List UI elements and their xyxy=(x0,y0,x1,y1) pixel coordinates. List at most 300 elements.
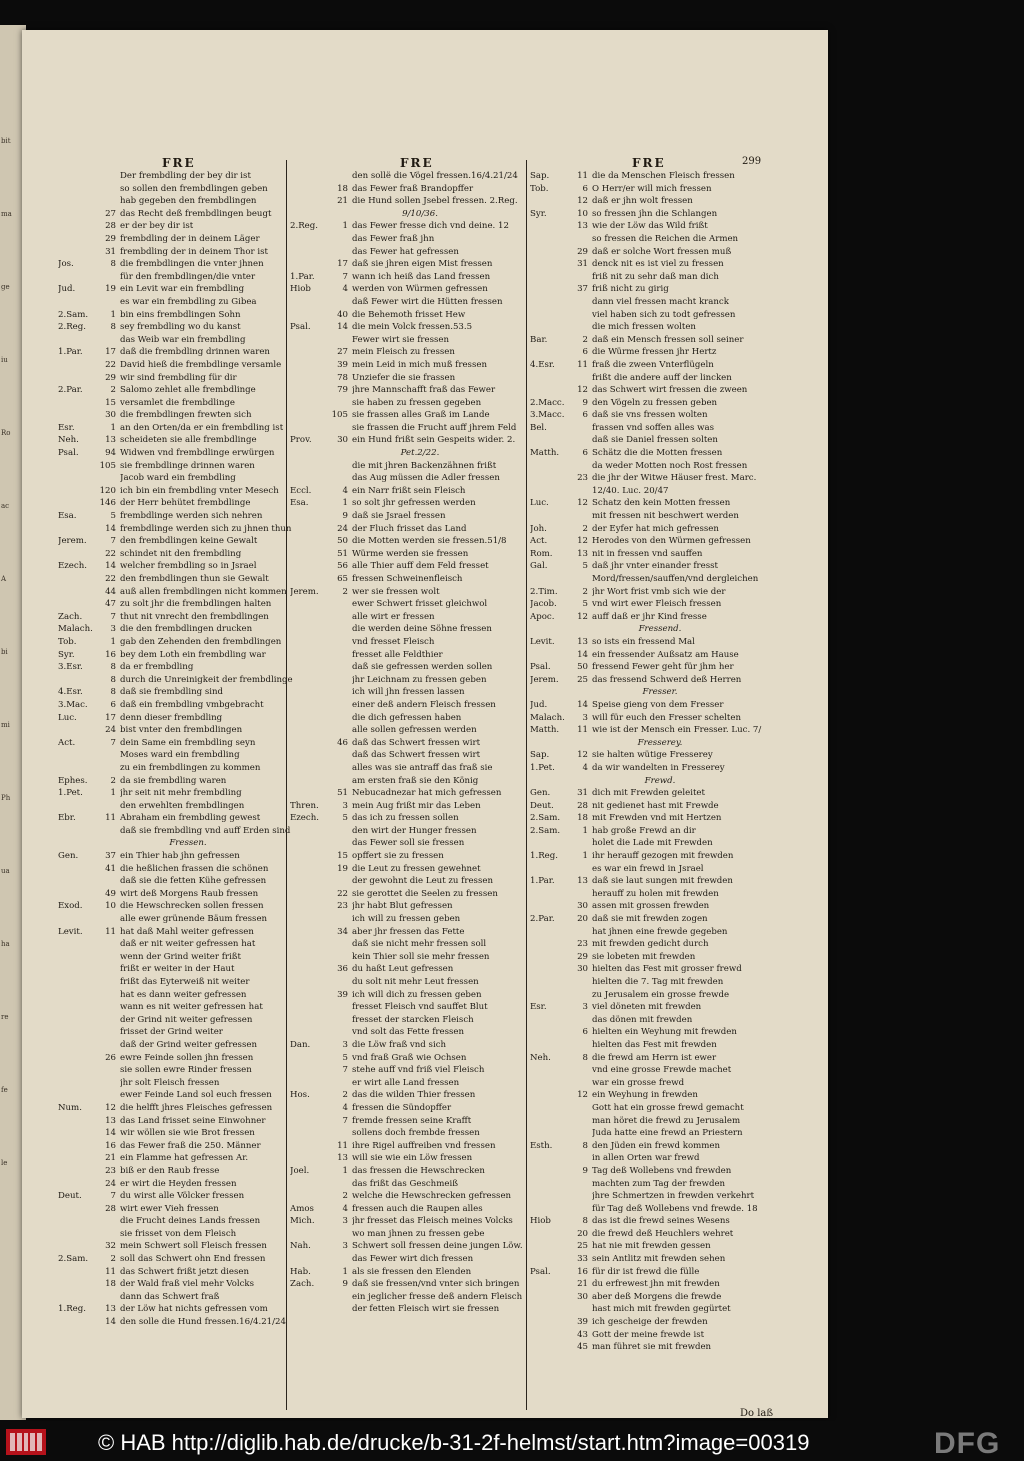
index-entry xyxy=(530,762,770,775)
index-entry xyxy=(58,1089,298,1102)
index-entry xyxy=(58,1077,298,1090)
sliver-fragment: iu xyxy=(1,356,8,364)
chapter-number: 8 xyxy=(110,322,116,333)
entry-text: die Frucht deines Lands fressen xyxy=(120,1216,261,1227)
chapter-number: 3 xyxy=(582,712,588,723)
chapter-number: 4 xyxy=(342,1203,348,1214)
entry-text: da er frembdling xyxy=(120,662,194,673)
index-entry xyxy=(290,246,530,259)
entry-text: David hieß die frembdlinge versamle xyxy=(120,359,282,370)
index-entry xyxy=(58,258,298,271)
entry-text: jhr habt Blut gefressen xyxy=(352,901,453,912)
chapter-number: 28 xyxy=(105,221,116,232)
index-entry xyxy=(58,447,298,460)
index-entry xyxy=(290,1228,530,1241)
page-number: 299 xyxy=(742,156,762,167)
entry-text: die mich fressen wolten xyxy=(592,322,696,333)
chapter-number: 14 xyxy=(337,322,348,333)
chapter-number: 12 xyxy=(577,750,588,761)
index-entry xyxy=(530,1291,770,1304)
index-entry xyxy=(290,372,530,385)
entry-text: hast mich mit frewden gegürtet xyxy=(592,1304,731,1315)
book-reference: Joel. xyxy=(290,1165,310,1176)
chapter-number: 1 xyxy=(110,636,116,647)
index-entry xyxy=(530,837,770,850)
index-entry xyxy=(290,724,530,737)
entry-text: dich mit Frewden geleitet xyxy=(592,788,705,799)
index-entry xyxy=(58,875,298,888)
chapter-number: 33 xyxy=(577,1254,588,1265)
book-reference: 1.Par. xyxy=(58,347,83,358)
chapter-number: 30 xyxy=(337,435,348,446)
chapter-number: 25 xyxy=(577,674,588,685)
entry-text: ich will zu fressen geben xyxy=(352,914,461,925)
entry-text: er der bey dir ist xyxy=(120,221,194,232)
chapter-number: 23 xyxy=(577,939,588,950)
entry-text: Speise gieng von dem Fresser xyxy=(592,699,724,710)
index-entry xyxy=(530,573,770,586)
index-entry xyxy=(290,334,530,347)
chapter-number: 8 xyxy=(110,674,116,685)
index-entry xyxy=(58,1316,298,1329)
index-entry xyxy=(290,1240,530,1253)
chapter-number: 2 xyxy=(342,1191,348,1202)
entry-text: die Hund sollen Jsebel fressen. 2.Reg. xyxy=(352,196,518,207)
index-entry xyxy=(290,1115,530,1128)
sliver-fragment: le xyxy=(1,1159,8,1167)
index-entry xyxy=(58,963,298,976)
chapter-number: 6 xyxy=(582,410,588,421)
index-entry xyxy=(58,1127,298,1140)
entry-text: sie gerottet die Seelen zu fressen xyxy=(352,888,498,899)
index-entry xyxy=(530,825,770,838)
entry-text: das fressen die Hewschrecken xyxy=(352,1165,485,1176)
permalink-text[interactable]: © HAB http://diglib.hab.de/drucke/b-31-2f-helmst/start.htm?image=00319 xyxy=(98,1430,810,1455)
index-entry xyxy=(530,699,770,712)
entry-text: fressen die Sündopffer xyxy=(352,1102,452,1113)
index-entry xyxy=(290,837,530,850)
entry-text: war ein grosse frewd xyxy=(592,1077,685,1088)
entry-text: ewer Feinde Land sol euch fressen xyxy=(120,1090,272,1101)
chapter-number: 8 xyxy=(110,687,116,698)
entry-text: ein jeglicher fresse deß andern Fleisch xyxy=(352,1291,523,1302)
entry-text: das Fewer fraß jhn xyxy=(352,233,435,244)
chapter-number: 19 xyxy=(337,863,348,874)
index-entry xyxy=(58,749,298,762)
index-entry xyxy=(530,510,770,523)
entry-text: daß jhr vnter einander fresst xyxy=(592,561,719,572)
entry-text: das Schwert wirt fressen die zween xyxy=(592,385,748,396)
entry-text: daß sie Daniel fressen solten xyxy=(592,435,718,446)
entry-text: nit gedienet hast mit Frewde xyxy=(592,800,719,811)
entry-text: wann ich heiß das Land fressen xyxy=(352,271,491,282)
index-entry xyxy=(290,863,530,876)
index-entry xyxy=(530,724,770,737)
entry-text: alle sollen gefressen werden xyxy=(352,725,477,736)
index-entry xyxy=(290,1077,530,1090)
chapter-number: 14 xyxy=(577,699,588,710)
entry-text: viel döneten mit frewden xyxy=(592,1002,702,1013)
chapter-number: 5 xyxy=(342,1052,348,1063)
index-entry xyxy=(290,1039,530,1052)
index-entry xyxy=(58,573,298,586)
index-entry xyxy=(290,825,530,838)
index-entry xyxy=(290,1089,530,1102)
entry-text: die frembdlingen frewten sich xyxy=(120,410,252,421)
index-entry xyxy=(58,611,298,624)
index-entry xyxy=(290,434,530,447)
index-entry xyxy=(530,661,770,674)
chapter-number: 26 xyxy=(105,1052,116,1063)
chapter-number: 13 xyxy=(577,221,588,232)
entry-text: am ersten fraß sie den König xyxy=(352,775,479,786)
index-entry xyxy=(530,460,770,473)
entry-text: frassen vnd soffen alles was xyxy=(592,422,714,433)
index-entry xyxy=(530,1316,770,1329)
chapter-number: 7 xyxy=(342,271,348,282)
index-entry xyxy=(290,686,530,699)
chapter-number: 24 xyxy=(105,725,116,736)
index-entry xyxy=(58,472,298,485)
index-entry xyxy=(290,674,530,687)
entry-text: die Leut zu fressen gewehnet xyxy=(352,863,481,874)
index-entry xyxy=(530,1102,770,1115)
book-reference: Hiob xyxy=(530,1216,551,1227)
index-entry xyxy=(58,837,298,850)
chapter-number: 21 xyxy=(337,196,348,207)
book-reference: Num. xyxy=(58,1102,82,1113)
index-entry xyxy=(530,1140,770,1153)
entry-text: mein Aug frißt mir das Leben xyxy=(352,800,481,811)
index-column-3 xyxy=(530,170,770,1354)
index-entry xyxy=(290,560,530,573)
index-entry xyxy=(530,447,770,460)
chapter-number: 10 xyxy=(577,208,588,219)
index-entry xyxy=(530,737,770,750)
entry-text: den solle die Hund fressen.16/4.21/24 xyxy=(120,1317,286,1328)
chapter-number: 37 xyxy=(105,851,116,862)
chapter-number: 4 xyxy=(342,485,348,496)
entry-text: zu Jerusalem ein grosse frewde xyxy=(592,989,730,1000)
entry-text: frißt er weiter in der Haut xyxy=(120,964,235,975)
index-entry xyxy=(290,926,530,939)
index-entry xyxy=(58,649,298,662)
index-entry xyxy=(530,384,770,397)
index-entry xyxy=(290,535,530,548)
entry-text: hielten das Fest mit frewden xyxy=(592,1039,717,1050)
index-entry xyxy=(58,762,298,775)
book-reference: Ezech. xyxy=(290,813,319,824)
book-reference: Ebr. xyxy=(58,813,76,824)
index-entry xyxy=(58,951,298,964)
index-entry xyxy=(58,787,298,800)
entry-text: daß sie laut sungen mit frewden xyxy=(592,876,733,887)
entry-text: Gott hat ein grosse frewd gemacht xyxy=(592,1102,744,1113)
entry-text: Schwert soll fressen deine jungen Löw. xyxy=(352,1241,523,1252)
book-reference: 2.Reg. xyxy=(58,322,86,333)
index-entry xyxy=(58,636,298,649)
chapter-number: 46 xyxy=(337,737,348,748)
entry-text: den Vögeln zu fressen geben xyxy=(592,397,718,408)
chapter-number: 12 xyxy=(577,611,588,622)
book-reference: 3.Esr. xyxy=(58,662,83,673)
book-reference: 1.Reg. xyxy=(530,851,558,862)
book-reference: Zach. xyxy=(58,611,83,622)
index-entry xyxy=(290,976,530,989)
chapter-number: 16 xyxy=(105,1140,116,1151)
index-entry xyxy=(530,1115,770,1128)
chapter-number: 1 xyxy=(110,788,116,799)
chapter-number: 7 xyxy=(342,1065,348,1076)
chapter-number: 12 xyxy=(577,1090,588,1101)
chapter-number: 6 xyxy=(582,1027,588,1038)
book-reference: Esa. xyxy=(58,511,77,522)
chapter-number: 50 xyxy=(577,662,588,673)
book-reference: Gal. xyxy=(530,561,548,572)
index-entry xyxy=(58,1140,298,1153)
entry-text: in allen Orten war frewd xyxy=(592,1153,700,1164)
book-reference: Psal. xyxy=(530,1266,551,1277)
chapter-number: 1 xyxy=(342,221,348,232)
entry-text: soll das Schwert ohn End fressen xyxy=(120,1254,266,1265)
index-entry xyxy=(530,309,770,322)
entry-text: den frembdlingen keine Gewalt xyxy=(120,536,258,547)
entry-text: vnd fraß Graß wie Ochsen xyxy=(352,1052,467,1063)
chapter-number: 29 xyxy=(577,951,588,962)
index-entry xyxy=(290,472,530,485)
entry-text: als sie fressen den Elenden xyxy=(352,1266,472,1277)
chapter-number: 2 xyxy=(342,1090,348,1101)
chapter-number: 30 xyxy=(577,964,588,975)
entry-text: frembdling der in deinem Läger xyxy=(120,233,260,244)
index-entry xyxy=(530,1039,770,1052)
entry-text: viel haben sich zu todt gefressen xyxy=(592,309,736,320)
entry-text: daß er solche Wort fressen muß xyxy=(592,246,732,257)
index-entry xyxy=(58,510,298,523)
chapter-number: 17 xyxy=(105,712,116,723)
entry-text: daß ein frembdling vmbgebracht xyxy=(120,699,264,710)
entry-text: wir sind frembdling für dir xyxy=(120,372,237,383)
index-entry xyxy=(58,1278,298,1291)
entry-text: ein Flamme hat gefressen Ar. xyxy=(120,1153,249,1164)
book-reference: 2.Sam. xyxy=(58,309,89,320)
chapter-number: 45 xyxy=(577,1342,588,1353)
index-entry xyxy=(58,989,298,1002)
chapter-number: 6 xyxy=(582,347,588,358)
index-entry xyxy=(290,900,530,913)
entry-text: ein Levit war ein frembdling xyxy=(120,284,245,295)
entry-text: sie halten wütige Fresserey xyxy=(592,750,713,761)
book-reference: 2.Reg. xyxy=(290,221,318,232)
chapter-number: 22 xyxy=(105,359,116,370)
index-entry xyxy=(58,1165,298,1178)
entry-text: Fressen. xyxy=(169,838,207,849)
chapter-number: 22 xyxy=(105,574,116,584)
sliver-fragment: ge xyxy=(1,283,10,291)
entry-text: jhr solt Fleisch fressen xyxy=(120,1077,220,1088)
book-reference: Prov. xyxy=(290,435,312,446)
index-entry xyxy=(290,1001,530,1014)
entry-text: hat daß Mahl weiter gefressen xyxy=(120,926,254,937)
entry-text: sie haben zu fressen gegeben xyxy=(352,397,482,408)
entry-text: ich gescheige der frewden xyxy=(592,1317,708,1328)
chapter-number: 51 xyxy=(337,548,348,559)
index-entry xyxy=(58,346,298,359)
index-entry xyxy=(58,586,298,599)
entry-text: die Würme fressen jhr Hertz xyxy=(592,347,717,358)
sliver-fragment: bi xyxy=(1,648,8,656)
book-reference: Thren. xyxy=(290,800,319,811)
entry-text: es war ein frembdling zu Gibea xyxy=(120,296,257,307)
index-entry xyxy=(58,775,298,788)
chapter-number: 8 xyxy=(110,662,116,673)
index-entry xyxy=(290,1026,530,1039)
index-entry xyxy=(290,586,530,599)
entry-text: die mein Volck fressen.53.5 xyxy=(352,322,473,333)
index-entry xyxy=(290,422,530,435)
entry-text: stehe auff vnd friß viel Fleisch xyxy=(352,1065,485,1076)
chapter-number: 31 xyxy=(577,788,588,799)
index-entry xyxy=(290,183,530,196)
entry-text: so sollen den frembdlingen geben xyxy=(120,183,268,194)
index-entry xyxy=(530,271,770,284)
entry-text: du wirst alle Völcker fressen xyxy=(120,1191,245,1202)
index-entry xyxy=(530,372,770,385)
entry-text: fressend Fewer geht für jhm her xyxy=(592,662,734,673)
entry-text: daß er nit weiter gefressen hat xyxy=(120,939,256,950)
index-entry xyxy=(530,674,770,687)
book-reference: Matth. xyxy=(530,725,560,736)
index-entry xyxy=(530,598,770,611)
book-reference: Deut. xyxy=(530,800,554,811)
index-entry xyxy=(58,1190,298,1203)
entry-text: will für euch den Fresser schelten xyxy=(592,712,742,723)
index-entry xyxy=(290,271,530,284)
index-entry xyxy=(58,170,298,183)
book-reference: 3.Mac. xyxy=(58,699,88,710)
chapter-number: 49 xyxy=(105,888,116,899)
chapter-number: 105 xyxy=(331,410,348,421)
book-reference: Hab. xyxy=(290,1266,311,1277)
entry-text: frembdlinge werden sich nehren xyxy=(120,511,263,522)
book-reference: Zach. xyxy=(290,1279,315,1290)
index-entry xyxy=(58,372,298,385)
entry-text: werden von Würmen gefressen xyxy=(352,284,488,295)
book-reference: Neh. xyxy=(58,435,79,446)
index-entry xyxy=(58,938,298,951)
entry-text: Frewd. xyxy=(644,775,676,786)
entry-text: das die wilden Thier fressen xyxy=(352,1090,476,1101)
index-entry xyxy=(530,913,770,926)
chapter-number: 1 xyxy=(342,1165,348,1176)
chapter-number: 14 xyxy=(105,1128,116,1139)
index-entry xyxy=(290,1303,530,1316)
index-entry xyxy=(58,825,298,838)
entry-text: ich will dich zu fressen geben xyxy=(352,989,482,1000)
entry-text: so fressen die Reichen die Armen xyxy=(592,233,739,244)
sliver-fragment: ua xyxy=(1,867,10,875)
index-entry xyxy=(290,447,530,460)
entry-text: Abraham ein frembdling gewest xyxy=(120,813,261,824)
chapter-number: 4 xyxy=(582,762,588,773)
index-entry xyxy=(58,195,298,208)
book-reference: Apoc. xyxy=(530,611,555,622)
entry-text: der fetten Fleisch wirt sie fressen xyxy=(352,1304,500,1315)
sliver-fragment: Ro xyxy=(1,429,11,437)
entry-text: es war ein frewd in Jsrael xyxy=(592,863,704,874)
index-entry xyxy=(530,875,770,888)
entry-text: denn dieser frembdling xyxy=(120,712,223,723)
entry-text: vnd wirt ewer Fleisch fressen xyxy=(592,599,722,610)
chapter-number: 13 xyxy=(577,548,588,559)
index-entry xyxy=(290,523,530,536)
index-entry xyxy=(530,989,770,1002)
book-reference: Tob. xyxy=(530,183,549,194)
index-entry xyxy=(290,220,530,233)
chapter-number: 105 xyxy=(99,460,116,471)
book-reference: 4.Esr. xyxy=(58,687,83,698)
entry-text: die heßlichen frassen die schönen xyxy=(120,863,269,874)
entry-text: du solt nit mehr Leut fressen xyxy=(352,977,479,987)
chapter-number: 40 xyxy=(337,309,348,320)
chapter-number: 94 xyxy=(105,448,116,459)
index-entry xyxy=(530,1064,770,1077)
index-entry xyxy=(530,258,770,271)
index-entry xyxy=(58,1178,298,1191)
entry-text: Moses ward ein frembdling xyxy=(120,750,240,761)
entry-text: friß nit zu sehr daß man dich xyxy=(592,271,719,282)
index-entry xyxy=(58,1253,298,1266)
chapter-number: 2 xyxy=(110,385,116,396)
entry-text: Nebucadnezar hat mich gefressen xyxy=(352,788,502,799)
index-entry xyxy=(290,850,530,863)
index-entry xyxy=(58,1266,298,1279)
book-reference: Esr. xyxy=(530,1002,547,1013)
chapter-number: 14 xyxy=(577,649,588,660)
chapter-number: 27 xyxy=(105,208,116,219)
entry-text: er wirt alle Land fressen xyxy=(352,1077,460,1088)
entry-text: vnd solt das Fette fressen xyxy=(352,1027,465,1038)
entry-text: das Fewer hat gefressen xyxy=(352,246,459,257)
entry-text: daß sie frembdling sind xyxy=(120,687,224,698)
entry-text: Schätz die die Motten fressen xyxy=(592,448,723,459)
index-entry xyxy=(58,1026,298,1039)
index-column-2 xyxy=(290,170,530,1316)
index-entry xyxy=(58,246,298,259)
index-entry xyxy=(530,1026,770,1039)
index-entry xyxy=(58,1039,298,1052)
entry-text: wie der Löw das Wild frißt xyxy=(592,221,708,232)
chapter-number: 8 xyxy=(582,1216,588,1227)
entry-text: ich will jhn fressen lassen xyxy=(352,687,465,698)
chapter-number: 3 xyxy=(342,800,348,811)
chapter-number: 22 xyxy=(337,888,348,899)
book-reference: Neh. xyxy=(530,1052,551,1063)
entry-text: friß nicht zu girig xyxy=(592,284,669,295)
index-entry xyxy=(58,1064,298,1077)
entry-text: das ist die frewd seines Wesens xyxy=(592,1216,730,1227)
chapter-number: 11 xyxy=(105,813,116,824)
entry-text: wann es nit weiter gefressen hat xyxy=(120,1002,263,1013)
entry-text: will sie wie ein Löw fressen xyxy=(352,1153,473,1164)
entry-text: mein Schwert soll Fleisch fressen xyxy=(120,1241,267,1252)
entry-text: wo man jhnen zu fressen gebe xyxy=(352,1228,485,1239)
index-entry xyxy=(530,296,770,309)
book-reference: Ezech. xyxy=(58,561,87,572)
entry-text: ich bin ein frembdling vnter Mesech xyxy=(120,485,279,496)
index-entry xyxy=(530,623,770,636)
index-entry xyxy=(530,1077,770,1090)
